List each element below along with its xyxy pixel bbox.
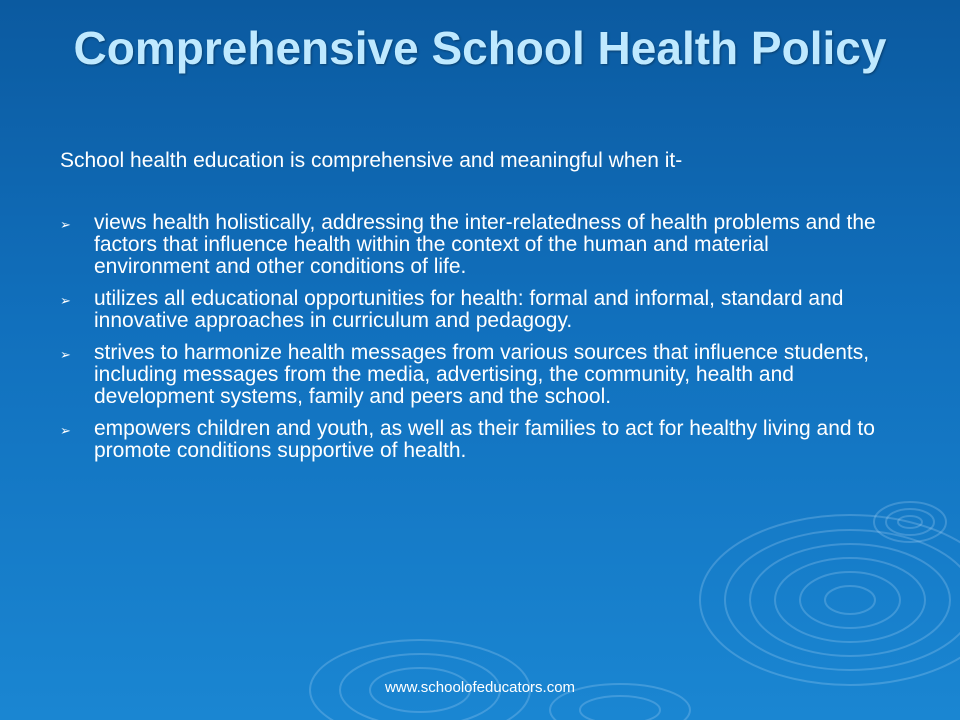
bullet-text: views health holistically, addressing the inter-relatedness of health problems and the factors that influence health within the context of the human and material environment and other conditions of life. <box>94 211 876 278</box>
arrow-bullet-icon: ➢ <box>60 217 71 232</box>
arrow-bullet-icon: ➢ <box>60 423 71 438</box>
list-item <box>60 288 890 332</box>
bullet-list <box>60 212 890 472</box>
list-item <box>60 342 890 408</box>
slide-title: Comprehensive School Health Policy <box>73 22 887 74</box>
bullet-text: empowers children and youth, as well as their families to act for healthy living and to promote conditions supportive of health. <box>94 417 875 462</box>
list-item <box>60 212 890 278</box>
list-item <box>60 418 890 462</box>
bullet-text: utilizes all educational opportunities for health: formal and informal, standard and innovative approaches in curriculum and pedagogy. <box>94 287 844 332</box>
intro-text: School health education is comprehensive and meaningful when it- <box>60 149 683 172</box>
bullet-text: strives to harmonize health messages from various sources that influence students, including messages from the media, advertising, the community, health and development systems, family and peers and the school. <box>94 341 870 408</box>
footer-url: www.schoolofeducators.com <box>384 679 576 696</box>
arrow-bullet-icon: ➢ <box>60 347 71 362</box>
arrow-bullet-icon: ➢ <box>60 293 71 308</box>
